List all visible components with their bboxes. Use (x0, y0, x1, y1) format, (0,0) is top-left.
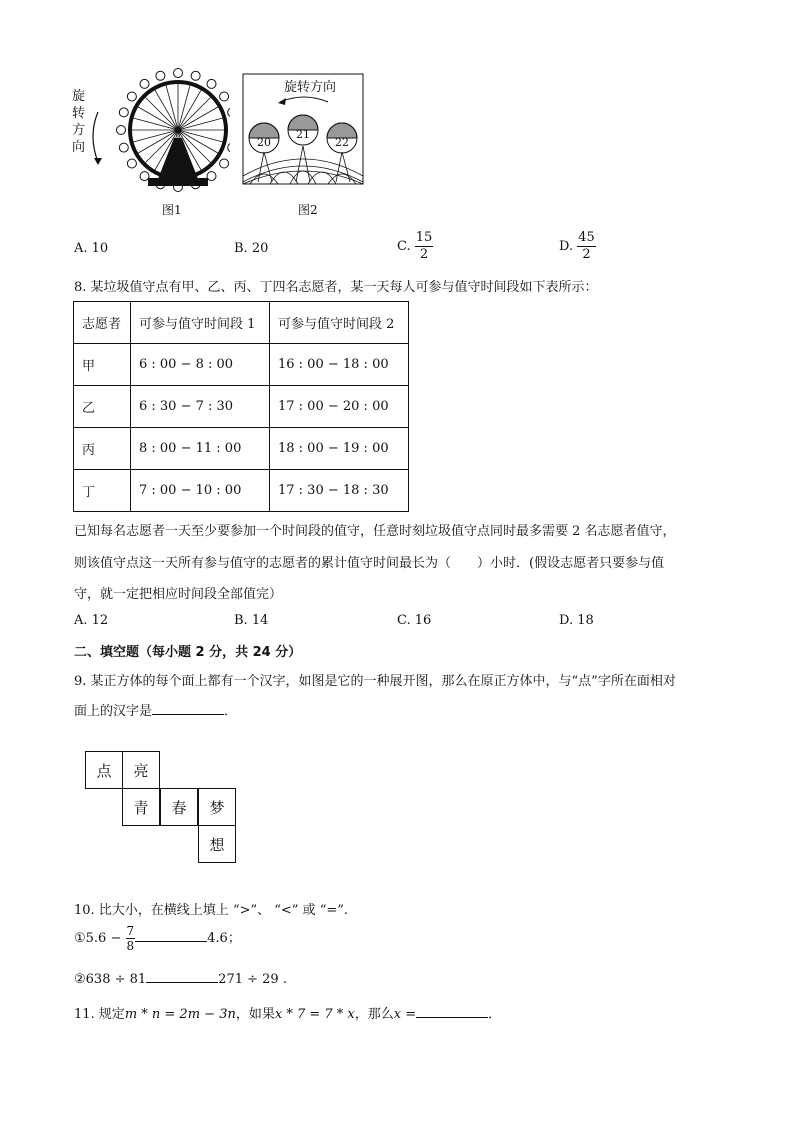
fraction (415, 230, 434, 263)
figure-1-caption: 图1 (162, 203, 182, 217)
table-cell: 17 : 00 − 20 : 00 (270, 386, 409, 428)
side-char: 方 (72, 123, 86, 138)
q11-prefix: 11. 规定 (74, 1007, 125, 1022)
wheel-cabin (207, 79, 216, 88)
q11-ask: x = (393, 1007, 417, 1022)
q7-option-a: A. 10 (74, 241, 109, 256)
q7-option-b: B. 20 (234, 241, 269, 256)
wheel-cabin (174, 69, 183, 78)
q11-mid: ，如果 (235, 1007, 275, 1022)
q10-part2 (74, 970, 287, 987)
q8-option-c: C. 16 (397, 613, 432, 628)
side-char: 旋 (72, 89, 86, 104)
rotation-direction-text (72, 88, 86, 156)
cube-face: 梦 (198, 788, 236, 826)
header-cell: 志愿者 (74, 302, 131, 344)
option-label: C. (397, 239, 411, 254)
fraction-denominator: 8 (126, 939, 135, 953)
wheel-cabin (156, 71, 165, 80)
cabin-label-21: 21 (296, 128, 310, 141)
table-cell: 丁 (74, 470, 131, 512)
q10-part1-suffix: 4.6； (207, 931, 241, 946)
fraction (577, 230, 596, 263)
option-label: D. (559, 239, 574, 254)
cube-face: 春 (160, 788, 198, 826)
q8-option-d: D. 18 (559, 613, 594, 628)
wheel-cabin (220, 92, 229, 101)
volunteer-schedule-table (73, 301, 409, 512)
q9-line2-text: 面上的汉字是 (74, 704, 153, 719)
wheel-cabin (140, 79, 149, 88)
answer-blank[interactable] (135, 929, 207, 942)
cabins-figure (240, 72, 368, 218)
fraction-denominator: 2 (419, 247, 429, 262)
answer-blank[interactable] (146, 970, 218, 983)
q11-tail: ，那么 (354, 1007, 394, 1022)
q8-option-b: B. 14 (234, 613, 269, 628)
table-row (74, 428, 409, 470)
q10-part2-prefix: ②638 ÷ 81 (74, 972, 147, 987)
side-char: 转 (72, 106, 86, 121)
wheel-cabin (119, 143, 128, 152)
cube-face: 点 (85, 751, 123, 789)
wheel-cabin (228, 108, 230, 117)
side-char: 向 (72, 140, 86, 155)
fraction (126, 924, 136, 953)
q11-definition: m * n = 2m − 3n (124, 1007, 236, 1022)
q8-option-a: A. 12 (74, 613, 109, 628)
table-cell: 乙 (74, 386, 131, 428)
answer-blank[interactable] (416, 1005, 488, 1018)
cube-face: 亮 (122, 751, 160, 789)
table-cell: 6 : 30 − 7 : 30 (131, 386, 270, 428)
wheel-cabin (119, 108, 128, 117)
fraction-numerator: 45 (578, 230, 595, 245)
q9-line1: 9. 某正方体的每个面上都有一个汉字，如图是它的一种展开图，那么在原正方体中，与“点”字所在面相对 (74, 674, 676, 689)
fraction-denominator: 2 (582, 247, 591, 262)
figure-2-caption: 图2 (298, 203, 318, 217)
wheel-cabin (207, 172, 216, 181)
answer-blank[interactable] (152, 702, 224, 715)
table-cell: 甲 (74, 344, 131, 386)
wheel-cabin (220, 159, 229, 168)
fraction-numerator: 7 (126, 924, 135, 938)
cube-face: 想 (198, 825, 236, 863)
q9-line2-end: ． (224, 704, 238, 719)
fig2-direction-title: 旋转方向 (284, 80, 337, 95)
q10-part2-suffix: 271 ÷ 29 . (218, 972, 287, 987)
q11-end: ． (488, 1007, 502, 1022)
table-row (74, 470, 409, 512)
table-cell: 8 : 00 − 11 : 00 (131, 428, 270, 470)
q10-stem: 10. 比大小，在横线上填上 “>”、 “<” 或 “=”. (74, 903, 349, 918)
table-cell: 丙 (74, 428, 131, 470)
table-cell: 7 : 00 − 10 : 00 (131, 470, 270, 512)
wheel-cabin (140, 172, 149, 181)
table-cell: 18 : 00 − 19 : 00 (270, 428, 409, 470)
wheel-cabin (127, 159, 136, 168)
wheel-cabin (228, 143, 230, 152)
q10-part1-prefix: ①5.6 − (74, 931, 122, 946)
q11-condition: x * 7 = 7 * x (274, 1007, 355, 1022)
cube-face: 青 (122, 788, 160, 826)
table-cell: 17 : 30 − 18 : 30 (270, 470, 409, 512)
q7-option-c (397, 230, 433, 263)
section-2-title: 二、填空题（每小题 2 分，共 24 分） (74, 645, 302, 660)
q8-stem: 8. 某垃圾值守点有甲、乙、丙、丁四名志愿者，某一天每人可参与值守时间段如下表所示： (74, 280, 598, 295)
q8-text-line1: 已知每名志愿者一天至少要参加一个时间段的值守，任意时刻垃圾值守点同时最多需要 2 名志愿者值守， (74, 524, 676, 539)
cabin-label-22: 22 (335, 136, 349, 149)
q7-option-d (559, 230, 596, 263)
fraction-numerator: 15 (415, 230, 433, 245)
q8-text-line3: 守，就一定把相应时间段全部值完） (74, 587, 283, 602)
wheel-cabin (127, 92, 136, 101)
q11 (74, 1003, 501, 1022)
table-header-row (74, 302, 409, 344)
wheel-cabin (117, 126, 126, 135)
header-cell: 可参与值守时间段 2 (270, 302, 409, 344)
table-row (74, 386, 409, 428)
table-cell: 6 : 00 − 8 : 00 (131, 344, 270, 386)
q9-line2 (74, 700, 237, 719)
cabin-label-20: 20 (257, 136, 271, 149)
header-cell: 可参与值守时间段 1 (131, 302, 270, 344)
ferris-wheel-figure (60, 66, 230, 216)
wheel-cabin (191, 71, 200, 80)
table-cell: 16 : 00 − 18 : 00 (270, 344, 409, 386)
table-row (74, 344, 409, 386)
q8-text-line2: 则该值守点这一天所有参与值守的志愿者的累计值守时间最长为（ ）小时．(假设志愿者只要参与值 (74, 556, 665, 571)
q10-part1 (74, 924, 241, 953)
